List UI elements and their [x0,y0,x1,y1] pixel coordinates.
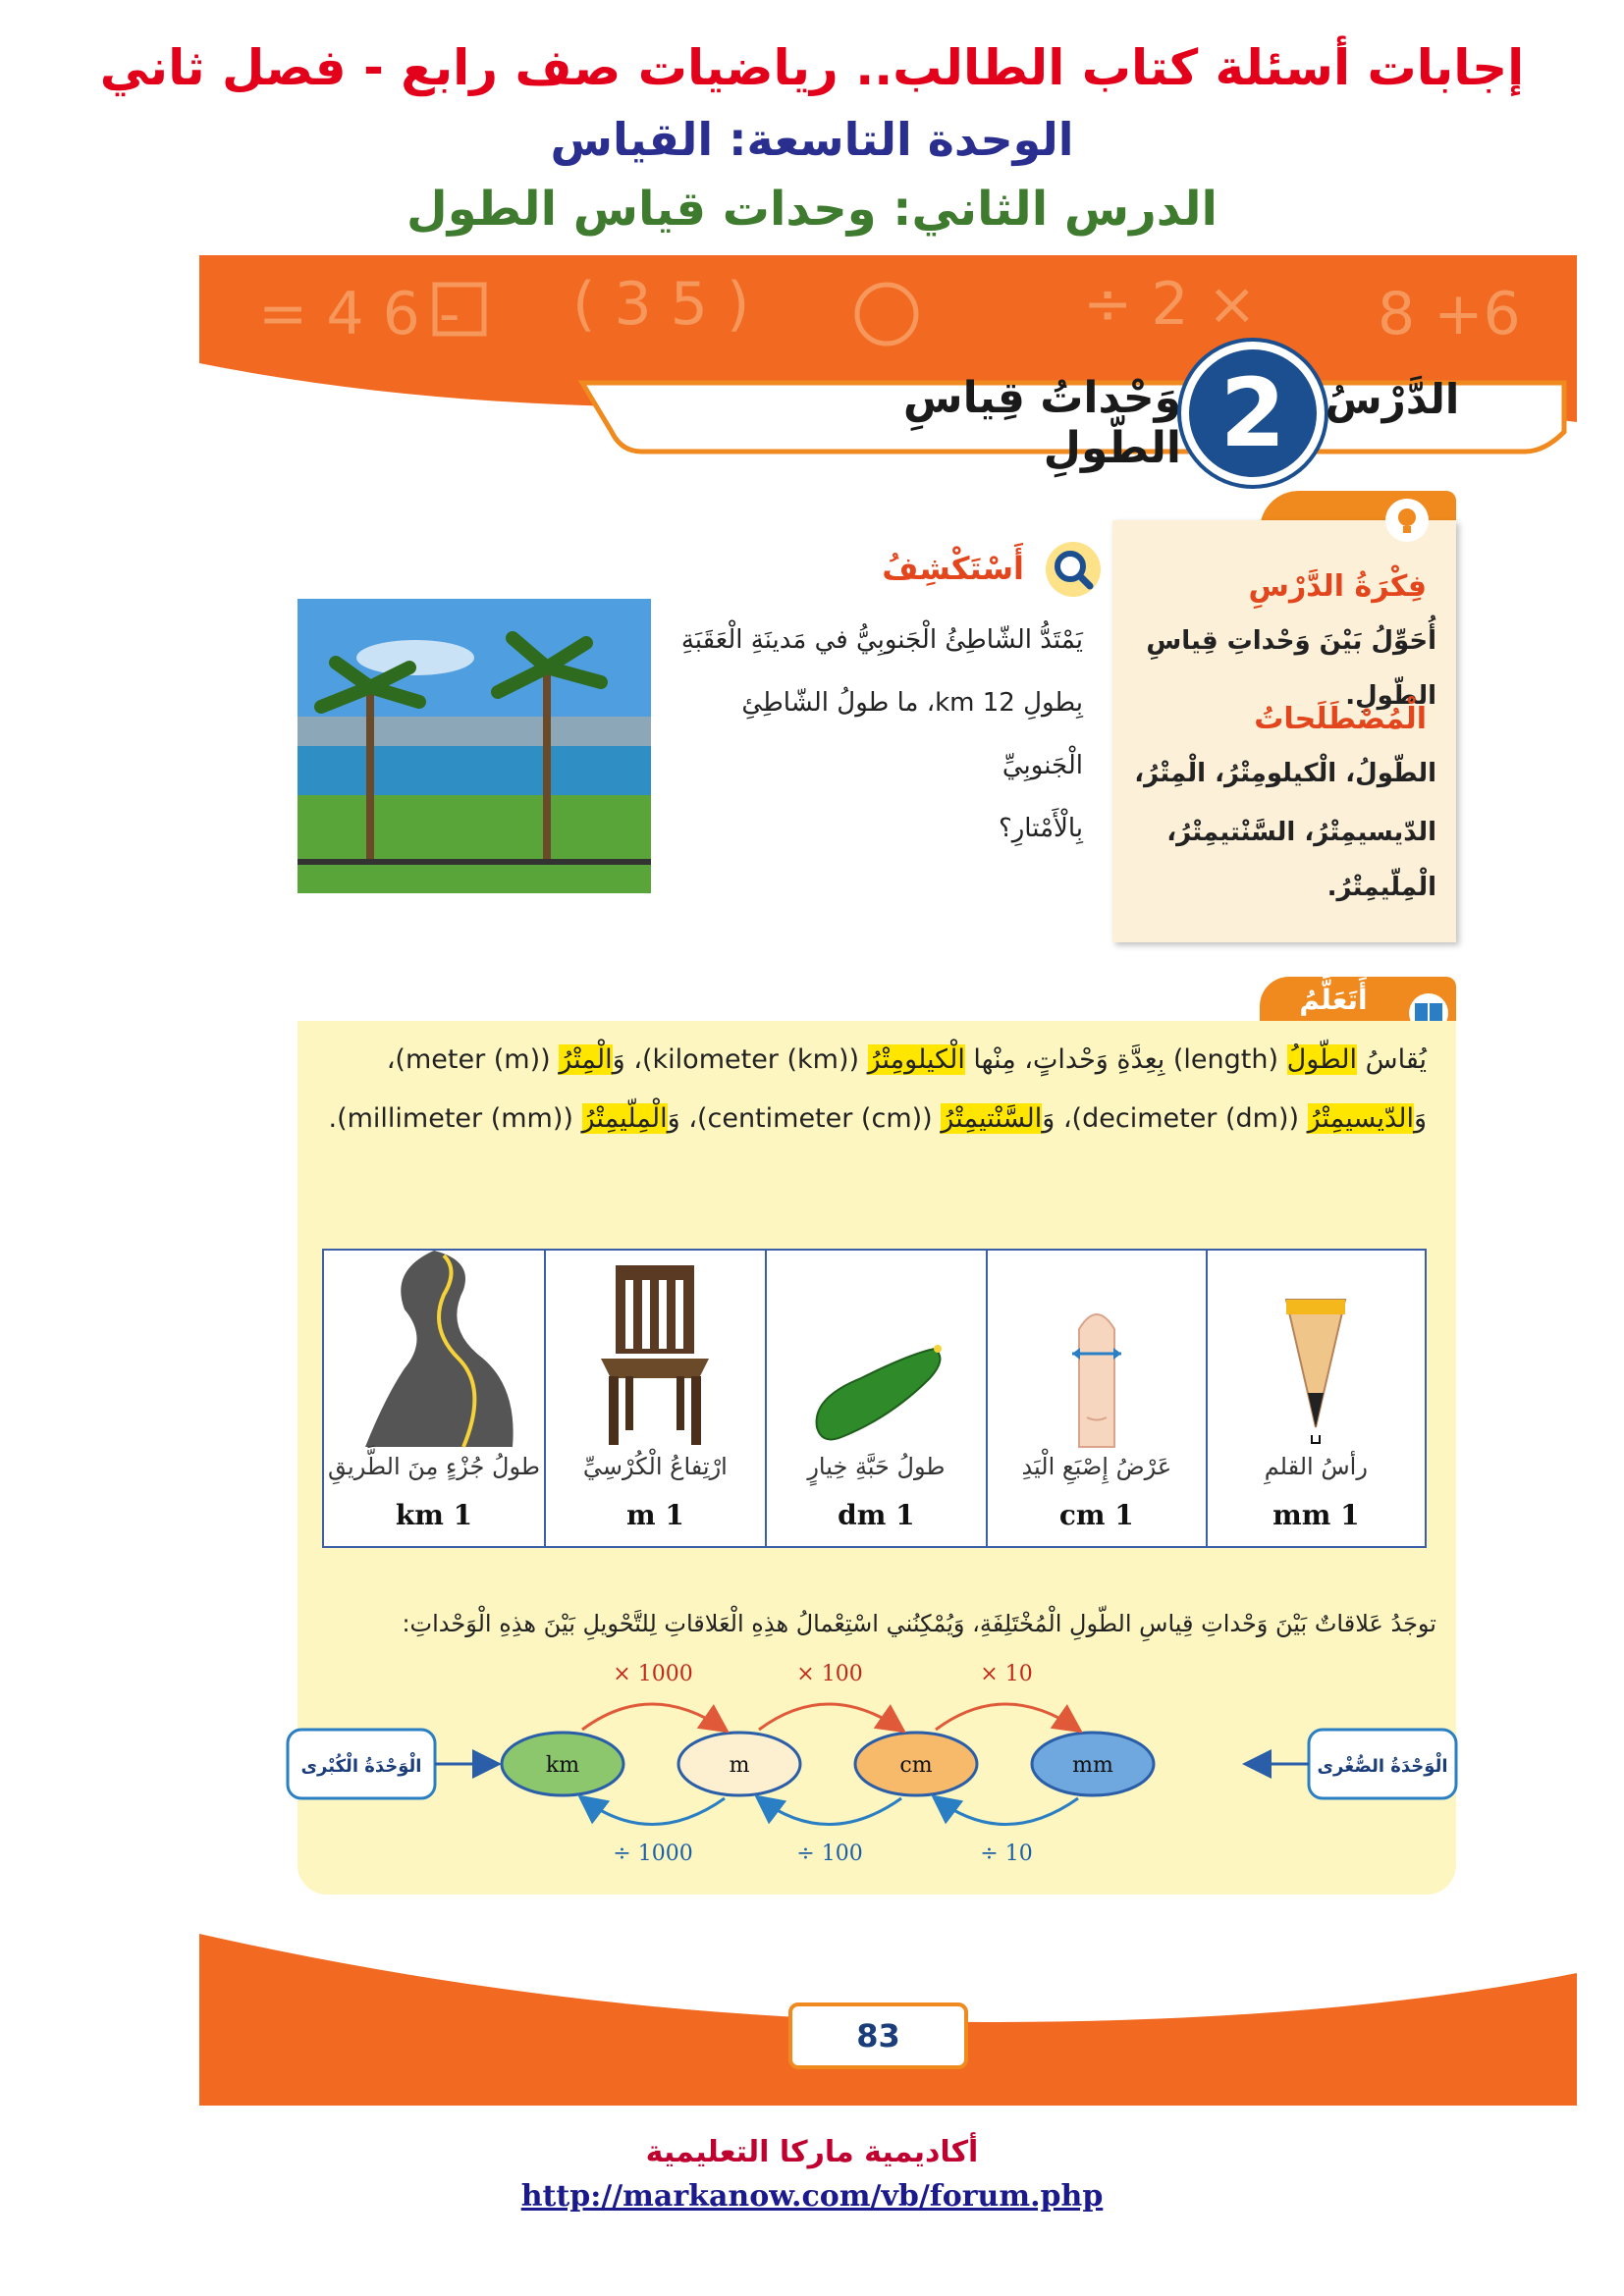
desc-mm: رأسُ القلمِ [1264,1453,1368,1480]
desc-m: ارْتِفاعُ الْكُرْسِيِّ [582,1453,728,1480]
multiply-label-3: × 10 [980,1662,1033,1686]
textbook-page [199,255,1577,2106]
divide-arrow-1 [582,1798,725,1825]
multiply-arrow-1 [582,1704,725,1730]
multiply-arrow-2 [759,1704,901,1730]
unit-title: الوحدة التاسعة: القياس [550,113,1074,166]
explore-question [661,609,1083,860]
unit-mm: 1 mm [1272,1499,1360,1531]
table-cell-mm [1207,1250,1426,1547]
page-number: 83 [788,2002,968,2069]
svg-text:= 4 6 -: = 4 6 - [258,280,460,348]
term-cm: السَّنْتيمِتْرُ [941,1103,1043,1134]
multiply-label-2: × 100 [796,1662,863,1686]
table-cell-km [323,1250,545,1547]
lightbulb-icon [1382,496,1432,545]
explore-line-3: بِالْأَمْتارِ؟ [998,814,1083,843]
unit-label-km: km [545,1753,580,1778]
lesson-label: الدَّرْسُ [1325,375,1460,423]
divide-label-1: ÷ 1000 [613,1842,693,1866]
term-m: الْمِتْرُ [559,1044,613,1075]
magnifier-icon [1044,540,1103,599]
chair-icon [591,1260,719,1447]
road-icon [346,1251,522,1447]
cucumber-icon [802,1329,949,1447]
relation-text: توجَدُ عَلاقاتٌ بَيْنَ وَحْداتِ قِياسِ الطّولِ الْمُخْتَلِفَةِ، وَيُمْكِنُني اسْتِعْمالُ هذِهِ الْعَلاقاتِ لِلتَّحْويلِ بَيْنَ هذِهِ الْوَحْداتِ: [402,1610,1436,1637]
explore-line-1: يَمْتَدُّ الشّاطِئُ الْجَنوبِيُّ في مَدينَةِ الْعَقَبَةِ [680,625,1083,655]
aqaba-beach-photo [298,599,651,893]
table-cell-cm [987,1250,1207,1547]
divide-arrow-2 [759,1798,901,1825]
units-table [322,1249,1427,1548]
idea-heading: فِكْرَةُ الدَّرْسِ [1248,569,1427,604]
lesson-number: 2 [1181,342,1325,485]
pencil-tip-icon [1281,1300,1350,1447]
unit-label-cm: cm [899,1753,933,1778]
explore-heading: أَسْتَكْشِفُ [882,550,1024,587]
divide-label-3: ÷ 10 [980,1842,1033,1866]
unit-dm: 1 dm [838,1499,915,1531]
footer-link[interactable]: http://markanow.com/vb/forum.php [520,2179,1104,2214]
finger-icon [1057,1300,1136,1447]
unit-km: 1 km [395,1499,473,1531]
term-length: الطّولُ [1286,1044,1358,1075]
unit-label-m: m [729,1753,750,1778]
big-unit-label: الْوَحْدَةُ الْكُبْرى [300,1756,422,1777]
svg-text:8 +6: 8 +6 [1378,280,1521,348]
learn-heading: أَتَعَلَّمُ [1299,984,1368,1016]
desc-cm: عَرْضُ إِصْبَعِ الْيَدِ [1021,1453,1172,1480]
lesson-title: وَحْداتُ قِياسِ الطّولِ [902,373,1181,473]
multiply-arrow-3 [936,1704,1078,1730]
footer-academy: أكاديمية ماركا التعليمية [645,2135,979,2169]
svg-text:÷ 2 ×: ÷ 2 × [1083,270,1257,339]
lesson-idea-card [1112,520,1456,942]
svg-text:( 3 5 ): ( 3 5 ) [572,270,750,339]
header-title: إجابات أسئلة كتاب الطالب.. رياضيات صف رابع - فصل ثاني [99,39,1525,96]
learn-paragraph: يُقاسُ الطّولُ (length) بِعِدَّةِ وَحْداتٍ، مِنْها الْكيلومِتْرُ (kilometer (km))، وَالْمِتْرُ (meter (m))، وَالدّيسيمِتْرُ (decimeter (dm))، وَالسَّنْتيمِتْرُ (centimeter (cm))، وَالْمِلّيمِتْرُ (millimeter (mm)). [328,1044,1427,1134]
term-km: الْكيلومِتْرُ [867,1044,965,1075]
lesson-heading: الدرس الثاني: وحدات قياس الطول [406,182,1218,237]
conversion-diagram [300,1659,1448,1866]
table-cell-dm [766,1250,987,1547]
explore-line-2: بِطولِ 12 km، ما طولُ الشّاطِئِ الْجَنوبِيِّ [741,688,1083,780]
table-cell-m [545,1250,766,1547]
term-mm: الْمِلّيمِتْرُ [581,1103,668,1134]
multiply-label-1: × 1000 [613,1662,693,1686]
small-unit-label: الْوَحْدَةُ الصُّغْرى [1317,1756,1448,1777]
term-dm: الدّيسيمِتْرُ [1307,1103,1414,1134]
unit-label-mm: mm [1072,1753,1113,1778]
terms-line-1: الطّولُ، الْكيلومِتْرُ، الْمِتْرُ، [1134,759,1436,788]
unit-m: 1 m [625,1499,684,1531]
unit-cm: 1 cm [1058,1499,1134,1531]
divide-arrow-3 [936,1798,1078,1825]
desc-dm: طولُ حَبَّةِ خِيارٍ [807,1453,946,1480]
divide-label-2: ÷ 100 [796,1842,863,1866]
terms-line-2: الدّيسيمِتْرُ، السَّنْتيمِتْرُ، الْمِلّيمِتْرُ. [1166,818,1436,902]
terms-heading: الْمُصْطَلَحاتُ [1254,702,1427,736]
desc-km: طولُ جُزْءٍ مِنَ الطَّريقِ [328,1453,540,1480]
idea-text: أُحَوِّلُ بَيْنَ وَحْداتِ قِياسِ الطّولِ. [1146,626,1436,711]
